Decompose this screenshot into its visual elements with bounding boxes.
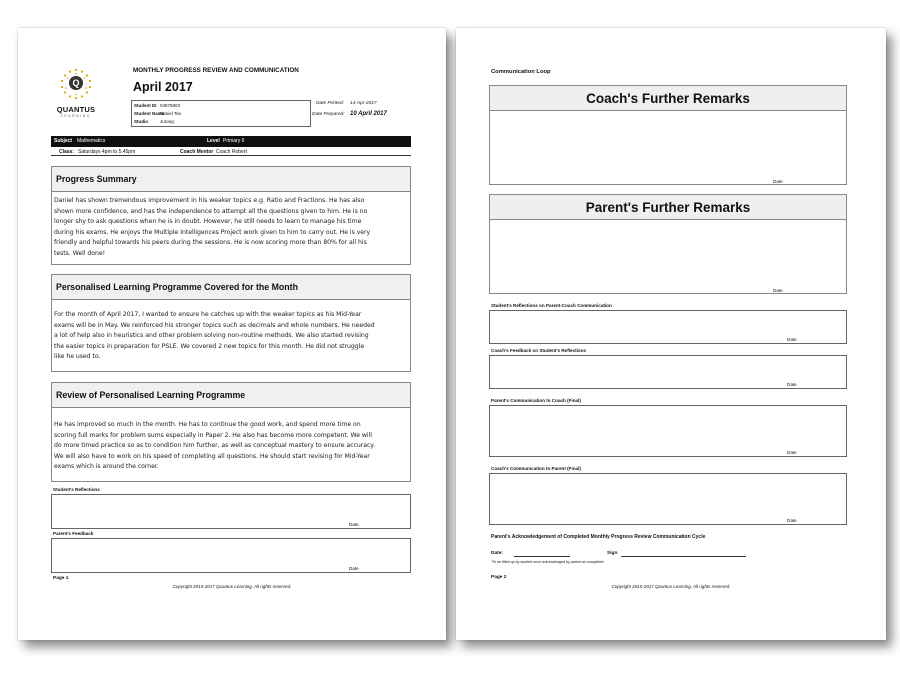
text-line: exams which is around the corner.: [54, 463, 159, 471]
date-label: Date: [349, 522, 359, 527]
communication-loop-title: Communication Loop: [491, 69, 551, 75]
field-label: Parent's Communication to Coach (Final): [491, 398, 581, 403]
level-value: Primary 6: [223, 138, 245, 144]
date-label: Date: [349, 566, 359, 571]
class-value: Saturdays 4pm to 5.45pm: [78, 148, 136, 155]
ack-sign-label: Sign: [607, 551, 618, 556]
feedback-field[interactable]: [51, 538, 411, 573]
progress-summary-section: [51, 166, 411, 265]
reflections-label: Student's Reflections: [53, 487, 100, 492]
quantus-logo: [48, 68, 104, 128]
student-id-label: Student ID: [134, 103, 157, 108]
text-line: during his exams. He enjoys the Multiple Intelligences Project work given to him to carry out. He is very: [54, 228, 371, 236]
reflections-field[interactable]: [51, 494, 411, 529]
field-label: Coach's Communication to Parent (Final): [491, 466, 581, 471]
section-title: Progress Summary: [52, 167, 410, 192]
parent-remarks-box[interactable]: [489, 194, 847, 294]
page-1: [18, 28, 446, 640]
text-line: He has improved so much in the month. He has to continue the good work, and spend more time on: [54, 421, 361, 428]
section-body: [52, 408, 410, 473]
date-label: Date: [787, 337, 797, 342]
copyright: Copyright 2015-2017 Quantus Learning. All rights reserved.: [172, 584, 292, 589]
coach-comm-final-field[interactable]: [489, 473, 847, 525]
mentor-label: Coach Mentor: [180, 148, 214, 155]
date-label: Date: [787, 518, 797, 523]
section-body: [52, 300, 410, 363]
mentor-value: Coach Robert: [216, 148, 247, 155]
section-title: Personalised Learning Programme Covered for the Month: [52, 275, 410, 300]
copyright: Copyright 2015-2017 Quantus Learning. All rights reserved.: [611, 584, 731, 589]
report-title: MONTHLY PROGRESS REVIEW AND COMMUNICATION: [133, 67, 299, 74]
student-id-value: 04875903: [160, 103, 181, 108]
logo-q-mark: Q: [69, 76, 83, 90]
subject-label: Subject: [54, 138, 73, 144]
coach-remarks-box[interactable]: [489, 85, 847, 185]
plp-review-section: [51, 382, 411, 482]
section-title: Review of Personalised Learning Programme: [52, 383, 410, 408]
ack-sign-line[interactable]: [621, 554, 746, 557]
page-number: Page 2: [491, 575, 507, 580]
text-line: For the month of April 2017, I wanted to ensure he catches up with the weaker topics as his Mid-Year: [54, 311, 362, 318]
coach-remarks-title: Coach's Further Remarks: [490, 86, 846, 111]
class-label: Class:: [59, 148, 75, 155]
text-line: exams will be in May. We reinforced his stronger topics such as decimals and whole numbers. He needed: [54, 321, 375, 329]
parent-remarks-title: Parent's Further Remarks: [490, 195, 846, 220]
date-prepared-label: Date Prepared:: [312, 112, 345, 117]
text-line: the easier topics in preparation for PSLE. We covered 2 new topics for this month. He did not struggle: [54, 342, 365, 350]
feedback-label: Parent's Feedback: [53, 531, 94, 536]
report-month: April 2017: [133, 80, 193, 94]
student-info-box: [131, 100, 311, 127]
class-bar: [51, 147, 411, 156]
studio-label: Studio: [134, 119, 148, 124]
logo-sub: LEARNING: [60, 114, 92, 118]
plp-covered-section: [51, 274, 411, 372]
date-label: Date: [787, 382, 797, 387]
date-label: Date: [773, 288, 783, 293]
logo-brand: QUANTUS: [56, 105, 96, 114]
field-label: Coach's Feedback on Student's Reflections: [491, 348, 587, 353]
text-line: scoring full marks for problem sums especially in Paper 2. He also has become more competent. We will: [54, 431, 372, 439]
field-label: Student's Reflections on Parent-Coach Communication: [491, 303, 612, 308]
section-body: [52, 192, 410, 260]
ack-note: *To be filled up by student once acknowledged by parent as completed.: [491, 560, 605, 564]
subject-bar: [51, 136, 411, 147]
text-line: longer shy to ask questions when he is in doubt. However, he still needs to learn to manage his time: [54, 218, 362, 226]
text-line: a lot of help also in heuristics and other problem solving non-routine methods. We also started revising: [54, 332, 369, 340]
date-printed-label: Date Printed:: [316, 101, 344, 106]
coach-feedback-field[interactable]: [489, 355, 847, 389]
text-line: do more timed practice so as to condition him further, as well as conceptual mastery to ensure accuracy.: [54, 442, 375, 450]
student-reflections-comm-field[interactable]: [489, 310, 847, 344]
date-label: Date: [773, 179, 783, 184]
text-line: like he used to.: [54, 353, 101, 361]
text-line: friendly and helpful towards his peers during the sessions. He is now scoring more than 80% for all his: [54, 239, 367, 247]
text-line: shown more confidence, and has the independence to attempt all the questions given to him. He is no: [54, 207, 368, 215]
ack-date-line[interactable]: [514, 554, 570, 557]
level-label: Level: [207, 138, 220, 144]
parent-comm-final-field[interactable]: [489, 405, 847, 457]
text-line: tests. Well done!: [54, 249, 106, 257]
date-prepared-value: 10 April 2017: [350, 111, 387, 117]
subject-value: Mathematics: [77, 138, 106, 144]
page-number: Page 1: [53, 576, 69, 581]
page-2: [456, 28, 886, 640]
date-label: Date: [787, 450, 797, 455]
studio-value: Jurong: [160, 119, 174, 124]
text-line: Daniel has shown tremendous improvement in his weaker topics e.g. Ratio and Fractions. He has also: [54, 197, 365, 204]
text-line: We will also have to work on his speed of completing all questions. He should start revising for Mid-Year: [54, 452, 370, 460]
ack-date-label: Date:: [491, 551, 503, 556]
student-name-value: Daniel Tan: [160, 111, 182, 116]
date-printed-value: 14-Apr-2017: [350, 101, 377, 106]
ack-title: Parent's Acknowledgement of Completed Monthly Progress Review Communication Cycle: [491, 534, 706, 540]
student-name-label: Student Name: [134, 111, 165, 116]
